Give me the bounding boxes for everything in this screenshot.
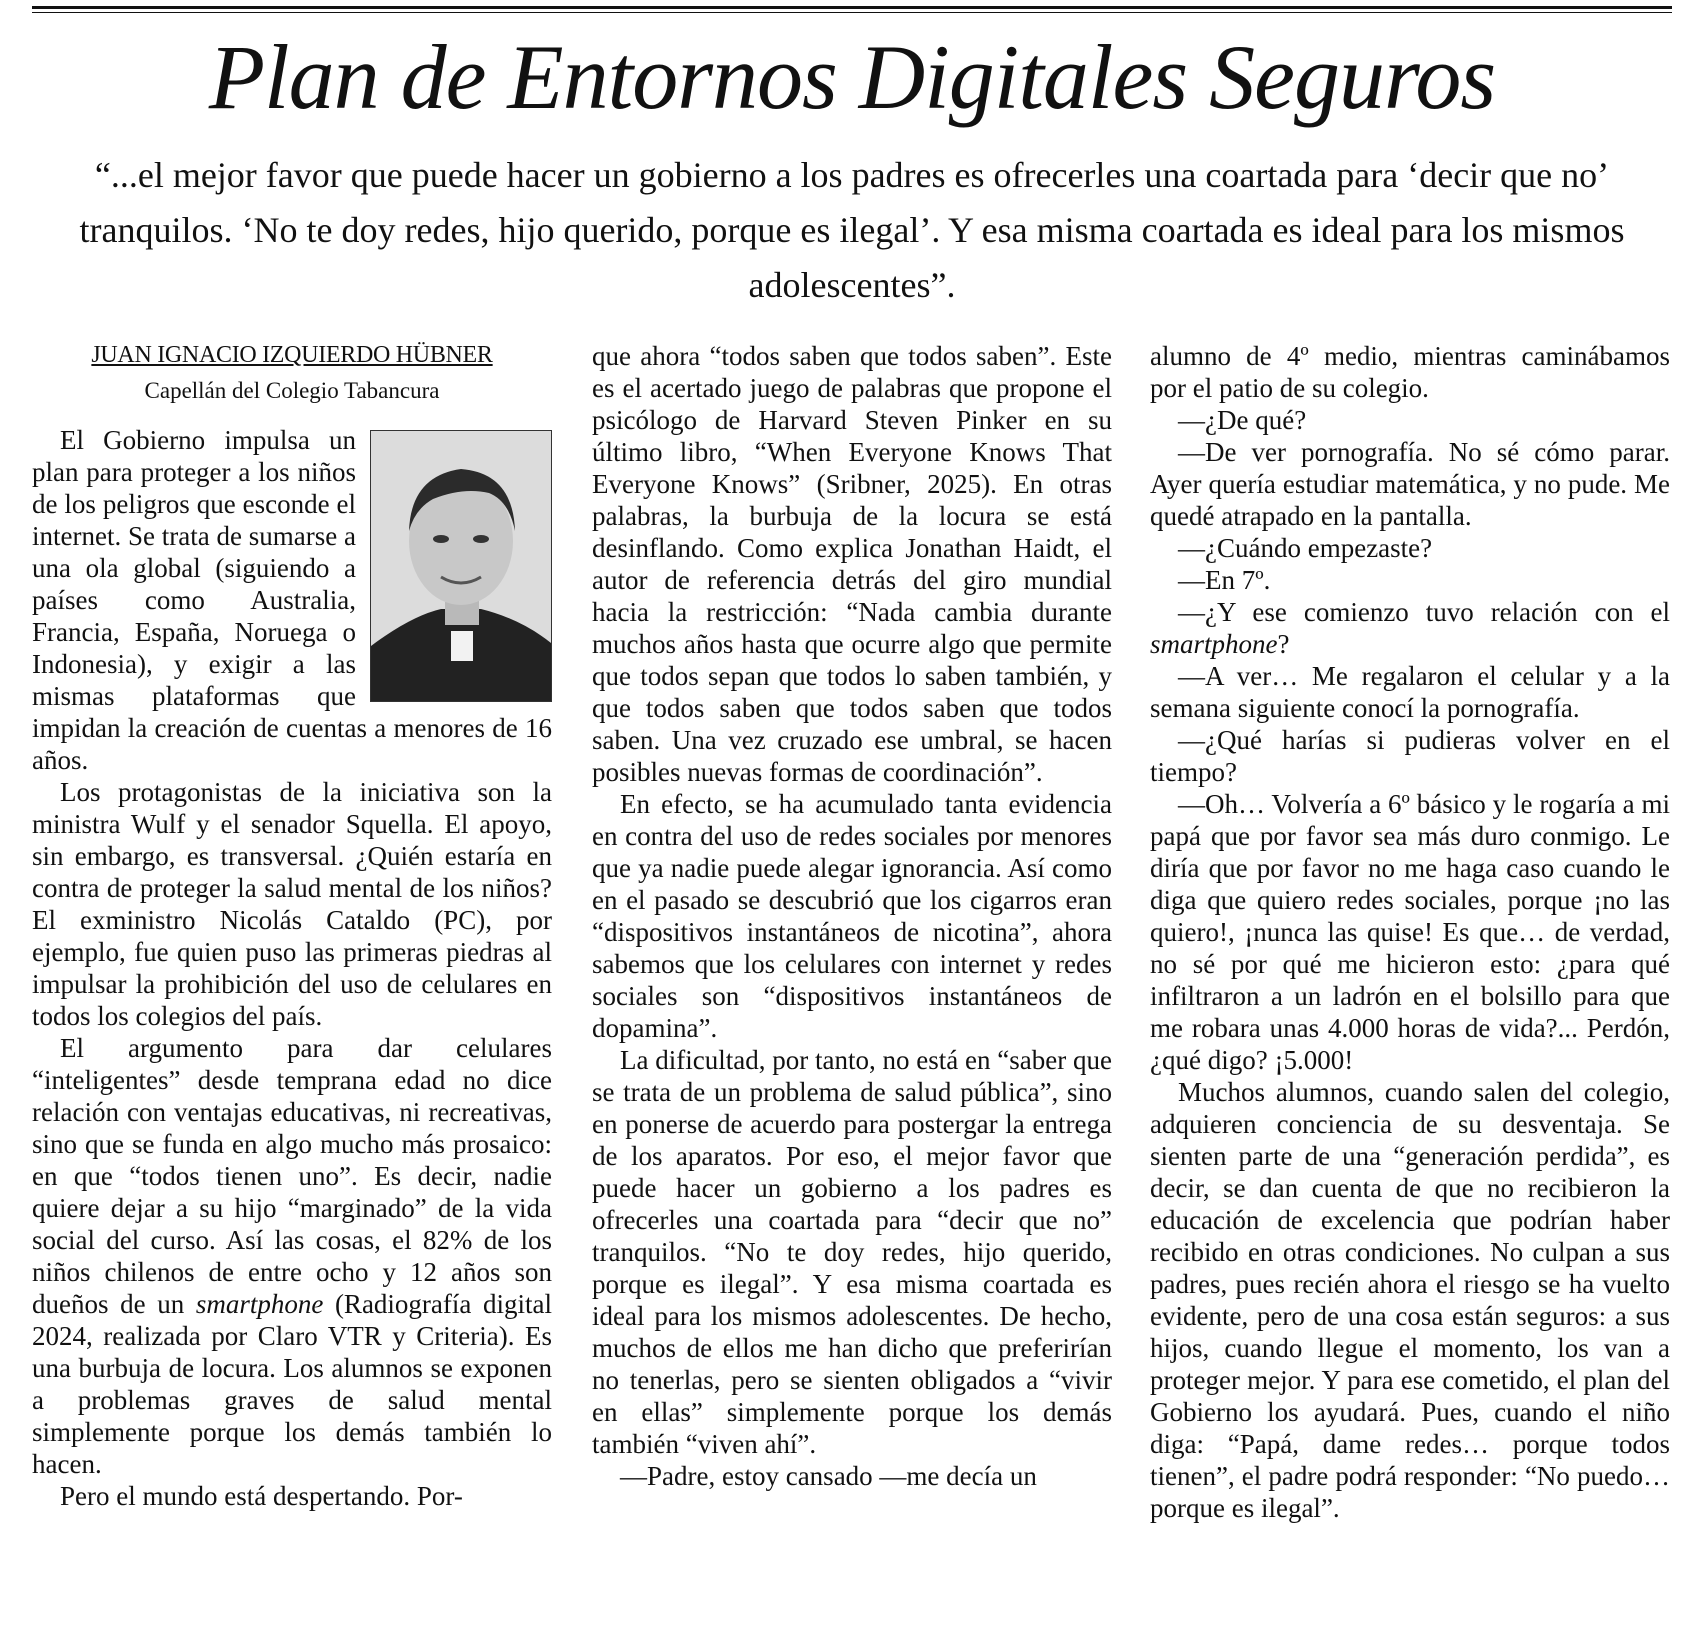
dialogue-line: —Oh… Volvería a 6º básico y le rogaría a mi papá que por favor sea más duro conmigo. Le diría que por favor no me haga caso cuando le diga que quiero redes sociales, porque ¡no las quiero!, ¡nunca las quise! Es que… de verdad, no sé por qué me hicieron esto: ¿para qué infiltraron a un ladrón en el bolsillo para que me robara unas 4.000 horas de vida?... Perdón, ¿qué digo? ¡5.000!	[1150, 789, 1670, 1075]
dialogue-line: —En 7º.	[1178, 565, 1271, 595]
top-rule-thin	[32, 12, 1672, 13]
author-name: JUAN IGNACIO IZQUIERDO HÜBNER	[91, 342, 493, 368]
pull-quote: “...el mejor favor que puede hacer un gobierno a los padres es ofrecerles una coartada para ‘decir que no’ tranquilos. ‘No te doy redes, hijo querido, porque es ilegal’. Y esa misma coartada es ideal para los mismos adolescentes”.	[79, 155, 1625, 305]
column-2	[592, 340, 1112, 1492]
paragraph: El argumento para dar celulares “inteligentes” desde temprana edad no dice relación con ventajas educativas, ni recreativas, sino que se funda en algo mucho más prosaico: en que “todos tienen uno”. Es decir, nadie quiere dejar a su hijo “marginado” de la vida social del curso. Así las cosas, el 82% de los niños chilenos de entre ocho y 12 años son dueños de un smartphone (Radiografía digital 2024, realizada por Claro VTR y Criteria). Es una burbuja de locura. Los alumnos se exponen a problemas graves de salud mental simplemente porque los demás también lo hacen.	[32, 1033, 552, 1479]
paragraph: La dificultad, por tanto, no está en “saber que se trata de un problema de salud pública”, sino en ponerse de acuerdo para postergar la entrega de los aparatos. Por eso, el mejor favor que puede hacer un gobierno a los padres es ofrecerles una coartada para “decir que no” tranquilos. “No te doy redes, hijo querido, porque es ilegal”. Y esa misma coartada es ideal para los mismos adolescentes. De hecho, muchos de ellos me han dicho que preferirían no tenerlas, pero se sienten obligados a “vivir en ellas” simplemente porque los demás también “viven ahí”.	[592, 1045, 1112, 1459]
dialogue-line: —¿De qué?	[1178, 405, 1307, 435]
paragraph: Muchos alumnos, cuando salen del colegio, adquieren conciencia de su desventaja. Se sienten parte de una “generación perdida”, es decir, se dan cuenta de que no recibieron la educación de excelencia que podrían haber recibido en otras condiciones. No culpan a sus padres, pues recién ahora el riesgo se ha vuelto evidente, pero de una cosa están seguros: a sus hijos, cuando llegue el momento, los van a proteger mejor. Y para ese cometido, el plan del Gobierno los ayudará. Pues, cuando el niño diga: “Papá, dame redes… porque todos tienen”, el padre podrá responder: “No puedo… porque es ilegal”.	[1150, 1077, 1670, 1523]
author-photo	[370, 430, 552, 702]
dialogue-line: —¿Cuándo empezaste?	[1178, 533, 1433, 563]
paragraph: Los protagonistas de la iniciativa son la ministra Wulf y el senador Squella. El apoyo, sin embargo, es transversal. ¿Quién estaría en contra de proteger la salud mental de los niños? El exministro Nicolás Cataldo (PC), por ejemplo, fue quien puso las primeras piedras al impulsar la prohibición del uso de celulares en todos los colegios del país.	[32, 777, 552, 1031]
paragraph: que ahora “todos saben que todos saben”. Este es el acertado juego de palabras que propone el psicólogo de Harvard Steven Pinker en su último libro, “When Everyone Knows That Everyone Knows” (Sribner, 2025). En otras palabras, la burbuja de la locura se está desinflando. Como explica Jonathan Haidt, el autor de referencia detrás del giro mundial hacia la restricción: “Nada cambia durante muchos años hasta que ocurre algo que permite que todos sepan que todos lo saben también, y que todos saben que todos saben que todos saben. Una vez cruzado ese umbral, se hacen posibles nuevas formas de coordinación”.	[592, 341, 1112, 787]
paragraph: Pero el mundo está despertando. Por-	[60, 1481, 463, 1511]
paragraph: —Padre, estoy cansado —me decía un	[620, 1461, 1037, 1491]
author-role: Capellán del Colegio Tabancura	[144, 378, 440, 403]
top-rule	[32, 6, 1672, 9]
dialogue-line: —¿Y ese comienzo tuvo relación con el smartphone?	[1150, 597, 1670, 659]
byline	[32, 340, 552, 370]
paragraph: En efecto, se ha acumulado tanta evidencia en contra del uso de redes sociales por menores que ya nadie puede alegar ignorancia. Así como en el pasado se descubrió que los cigarros eran “dispositivos instantáneos de nicotina”, ahora sabemos que los celulares con internet y redes sociales son “dispositivos instantáneos de dopamina”.	[592, 789, 1112, 1043]
paragraph: alumno de 4º medio, mientras caminábamos por el patio de su colegio.	[1150, 341, 1670, 403]
headline: Plan de Entornos Digitales Seguros	[208, 26, 1496, 128]
dialogue-line: —¿Qué harías si pudieras volver en el tiempo?	[1150, 725, 1670, 787]
paragraph: El Gobierno impulsa un plan para proteger a los niños de los peligros que esconde el internet. Se trata de sumarse a una ola global (siguiendo a países como Australia, Francia, España, Noruega o Indonesia), y exigir a las mismas plataformas que impidan la creación de cuentas a menores de 16 años.	[32, 425, 552, 775]
column-3	[1150, 340, 1670, 1524]
dialogue-line: —A ver… Me regalaron el celular y a la semana siguiente conocí la pornografía.	[1150, 661, 1670, 723]
column-1	[32, 340, 552, 1512]
dialogue-line: —De ver pornografía. No sé cómo parar. Ayer quería estudiar matemática, y no pude. Me quedé atrapado en la pantalla.	[1150, 437, 1670, 531]
